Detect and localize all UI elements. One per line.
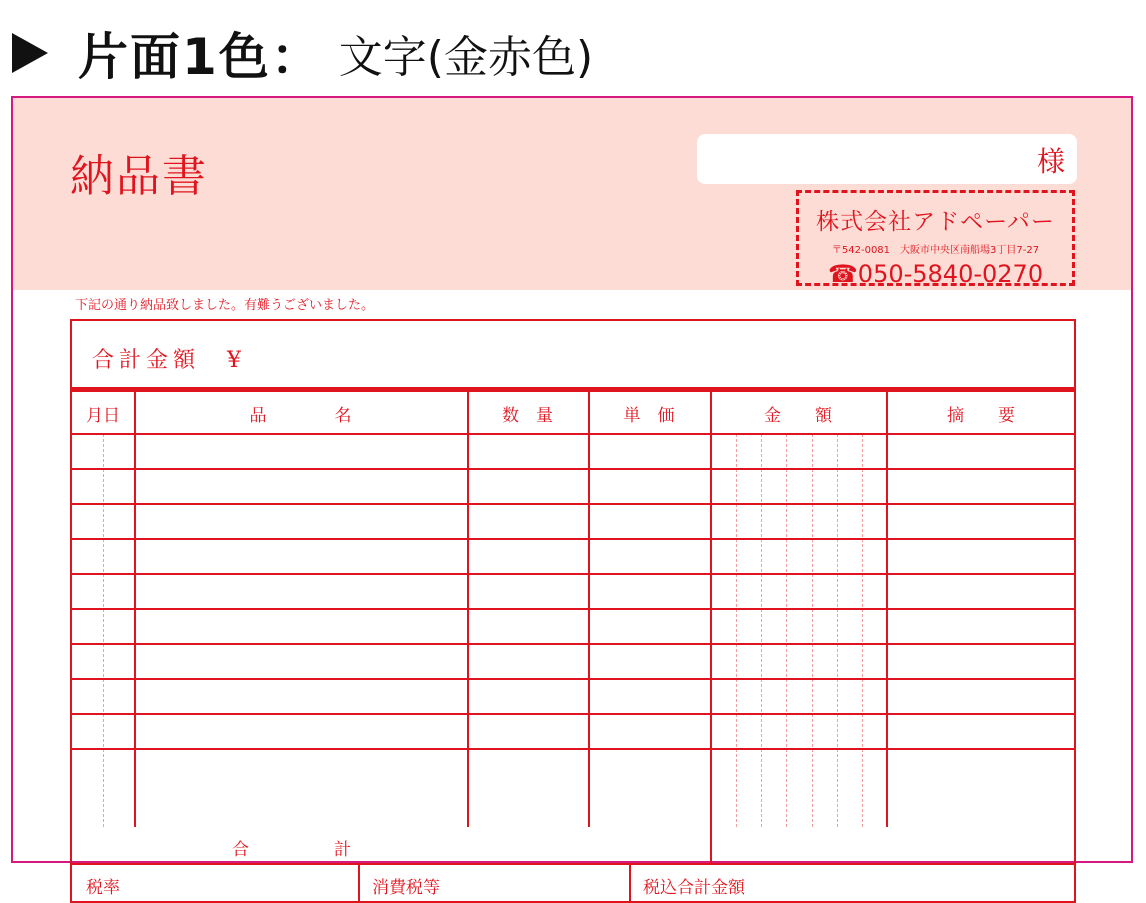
row-divider [72, 713, 1074, 715]
row-divider [72, 748, 1074, 750]
col-header-amount: 金 額 [764, 405, 832, 426]
total-amount-box [70, 319, 1076, 392]
sum-row [70, 827, 1076, 865]
amount-dash-line [761, 434, 762, 827]
row-divider [72, 503, 1074, 505]
delivery-slip-form [11, 96, 1133, 898]
amount-dash-line [786, 434, 787, 827]
col-divider [358, 865, 360, 901]
date-dash-line [103, 434, 104, 827]
row-divider [72, 678, 1074, 680]
tax-row [70, 865, 1076, 903]
consumption-tax-label: 消費税等 [372, 878, 440, 898]
col-header-unit-price: 単 価 [623, 405, 675, 426]
triangle-bullet-icon [12, 33, 48, 73]
form-title: 納品書 [70, 151, 208, 202]
total-amount-label: 合計金額 ¥ [92, 348, 246, 373]
amount-dash-line [736, 434, 737, 827]
row-divider [72, 538, 1074, 540]
amount-dash-line [837, 434, 838, 827]
row-divider [72, 643, 1074, 645]
col-divider [710, 827, 712, 863]
recipient-name-field[interactable] [697, 134, 1077, 184]
items-table [70, 392, 1076, 827]
total-incl-tax-label: 税込合計金額 [643, 878, 745, 898]
tax-rate-label: 税率 [86, 878, 120, 898]
col-header-remarks: 摘 要 [947, 405, 1015, 426]
row-divider [72, 608, 1074, 610]
header-divider [72, 433, 1074, 435]
col-header-qty: 数 量 [502, 405, 553, 426]
company-tel: ☎050-5840-0270 [827, 260, 1044, 288]
col-divider [629, 865, 631, 901]
col-header-item: 品 名 [249, 405, 352, 426]
page-title: 片面1色： [78, 28, 323, 86]
sum-label: 合 計 [232, 840, 351, 860]
recipient-suffix: 様 [1036, 145, 1065, 178]
company-address: 〒542-0081 大阪市中央区南船場3丁目7-27 [831, 245, 1040, 256]
thank-you-note: 下記の通り納品致しました。有難うございました。 [75, 298, 375, 313]
row-divider [72, 573, 1074, 575]
page-subtitle: 文字(金赤色) [338, 32, 594, 83]
amount-dash-line [812, 434, 813, 827]
company-name: 株式会社アドペーパー [816, 209, 1055, 235]
row-divider [72, 468, 1074, 470]
page-header [12, 18, 593, 88]
col-header-date: 月日 [86, 405, 120, 426]
company-stamp [796, 190, 1075, 286]
amount-dash-line [862, 434, 863, 827]
